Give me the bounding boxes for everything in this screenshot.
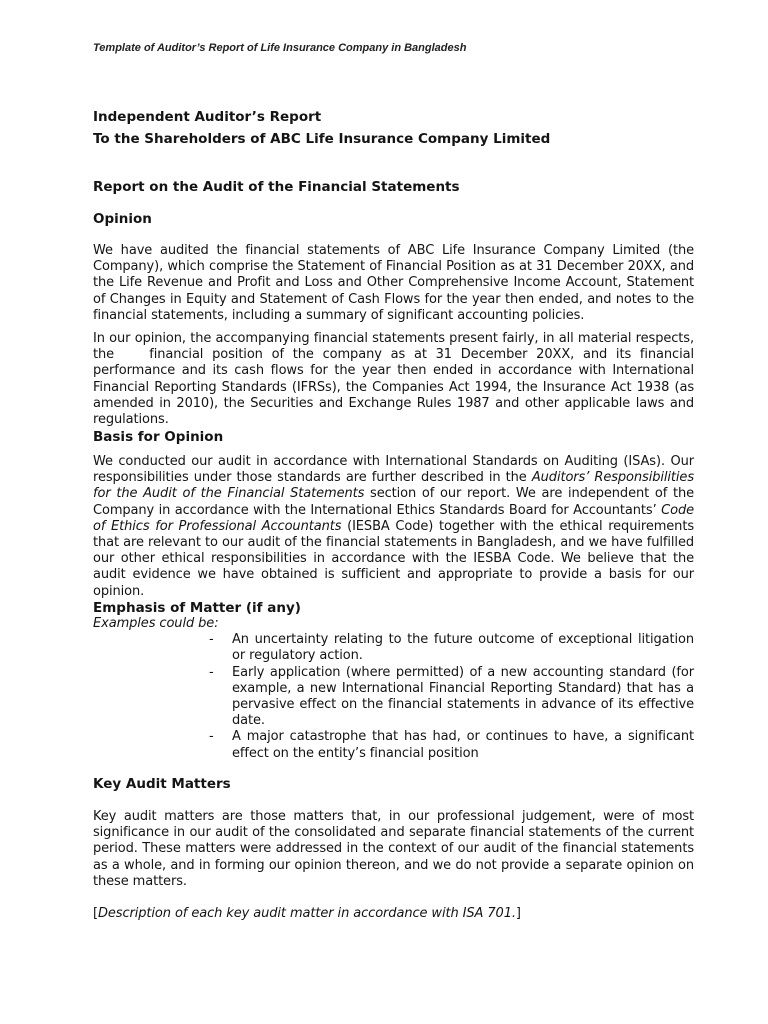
opinion-paragraph-2: In our opinion, the accompanying financial statements present fairly, in all material respects, the financial position of the company as at 31 December 20XX, and its financial performance and its cash flows for the year then ended in accordance with International Financial Reporting Standards (IFRSs), the Companies Act 1994, the Insurance Act 1938 (as amended in 2010), the Securities and Exchange Rules 1987 and other applicable laws and regulations. (93, 331, 699, 428)
basis-text-3: (IESBA Code) together with the ethical requirements that are relevant to our audit of the financial statements in Bangladesh, and we have fulfilled our other ethical responsibilities in accordance with the IESBA Code. We believe that the audit evidence we have obtained is sufficient and appropriate to provide a basis for our opinion. (93, 518, 694, 599)
emphasis-list-item (209, 729, 694, 761)
emphasis-block (93, 597, 694, 762)
basis-italic-2: Code of Ethics for Professional Accountants (93, 502, 694, 534)
dash-bullet: - (209, 664, 214, 680)
emphasis-item-text: Early application (where permitted) of a new accounting standard (for example, a new International Financial Reporting Standard) that has a pervasive effect on the financial statements in advance of its effective date. (232, 664, 694, 729)
kam-para-block (93, 809, 694, 890)
emphasis-item-text: A major catastrophe that has had, or continues to have, a significant effect on the entity’s financial position (232, 729, 694, 761)
emphasis-examples-label: Examples could be: (93, 616, 219, 631)
kam-placeholder-text: Description of each key audit matter in accordance with ISA 701. (97, 906, 516, 921)
section-title: Report on the Audit of the Financial Statements (93, 179, 460, 195)
kam-paragraph: Key audit matters are those matters that, in our professional judgement, were of most significance in our audit of the consolidated and separate financial statements of the current period. These matters were addressed in the context of our audit of the financial statements as a whole, and in forming our opinion thereon, and we do not provide a separate opinion on these matters. (93, 809, 694, 889)
opinion-heading: Opinion (93, 211, 152, 227)
opinion-para-1-block (93, 243, 694, 324)
basis-heading-block (93, 426, 694, 448)
kam-placeholder-block (93, 906, 694, 922)
basis-italic-1: Auditors’ Responsibilities for the Audit of the Financial Statements (93, 470, 694, 502)
emphasis-heading: Emphasis of Matter (if any) (93, 600, 301, 616)
running-header: Template of Auditor’s Report of Life Insurance Company in Bangladesh (93, 42, 467, 54)
close-bracket: ] (515, 906, 521, 921)
emphasis-list-item (209, 632, 694, 664)
emphasis-list-item (209, 664, 694, 730)
opinion-para-2-block (93, 331, 699, 428)
kam-placeholder (93, 906, 694, 922)
audit-section-title-block (93, 176, 694, 198)
basis-heading: Basis for Opinion (93, 429, 224, 445)
basis-para-block (93, 454, 694, 600)
report-title: Independent Auditor’s Report (93, 109, 322, 125)
basis-text-1: We conducted our audit in accordance with International Standards on Auditing (ISAs). Our responsibilities under those standards are further described in the (93, 454, 694, 486)
open-bracket: [ (93, 906, 98, 921)
opinion-paragraph-1: We have audited the financial statements of ABC Life Insurance Company Limited (the Company), which comprise the Statement of Financial Position as at 31 December 20XX, and the Life Revenue and Profit and Loss and Other Comprehensive Income Account, Statement of Changes in Equity and Statement of Cash Flows for the year then ended, and notes to the financial statements, including a summary of significant accounting policies. (93, 243, 694, 323)
opinion-heading-block (93, 208, 694, 230)
dash-bullet: - (209, 729, 214, 745)
basis-text-2: section of our report. We are independent of the Company in accordance with the International Ethics Standards Board for Accountants’ (93, 486, 694, 518)
kam-heading: Key Audit Matters (93, 776, 231, 792)
kam-heading-block (93, 773, 694, 795)
report-heading (93, 106, 694, 150)
basis-paragraph (93, 454, 694, 600)
dash-bullet: - (209, 632, 214, 648)
emphasis-list (93, 632, 694, 762)
report-addressee: To the Shareholders of ABC Life Insurance Company Limited (93, 131, 551, 147)
emphasis-item-text: An uncertainty relating to the future outcome of exceptional litigation or regulatory action. (232, 632, 694, 664)
